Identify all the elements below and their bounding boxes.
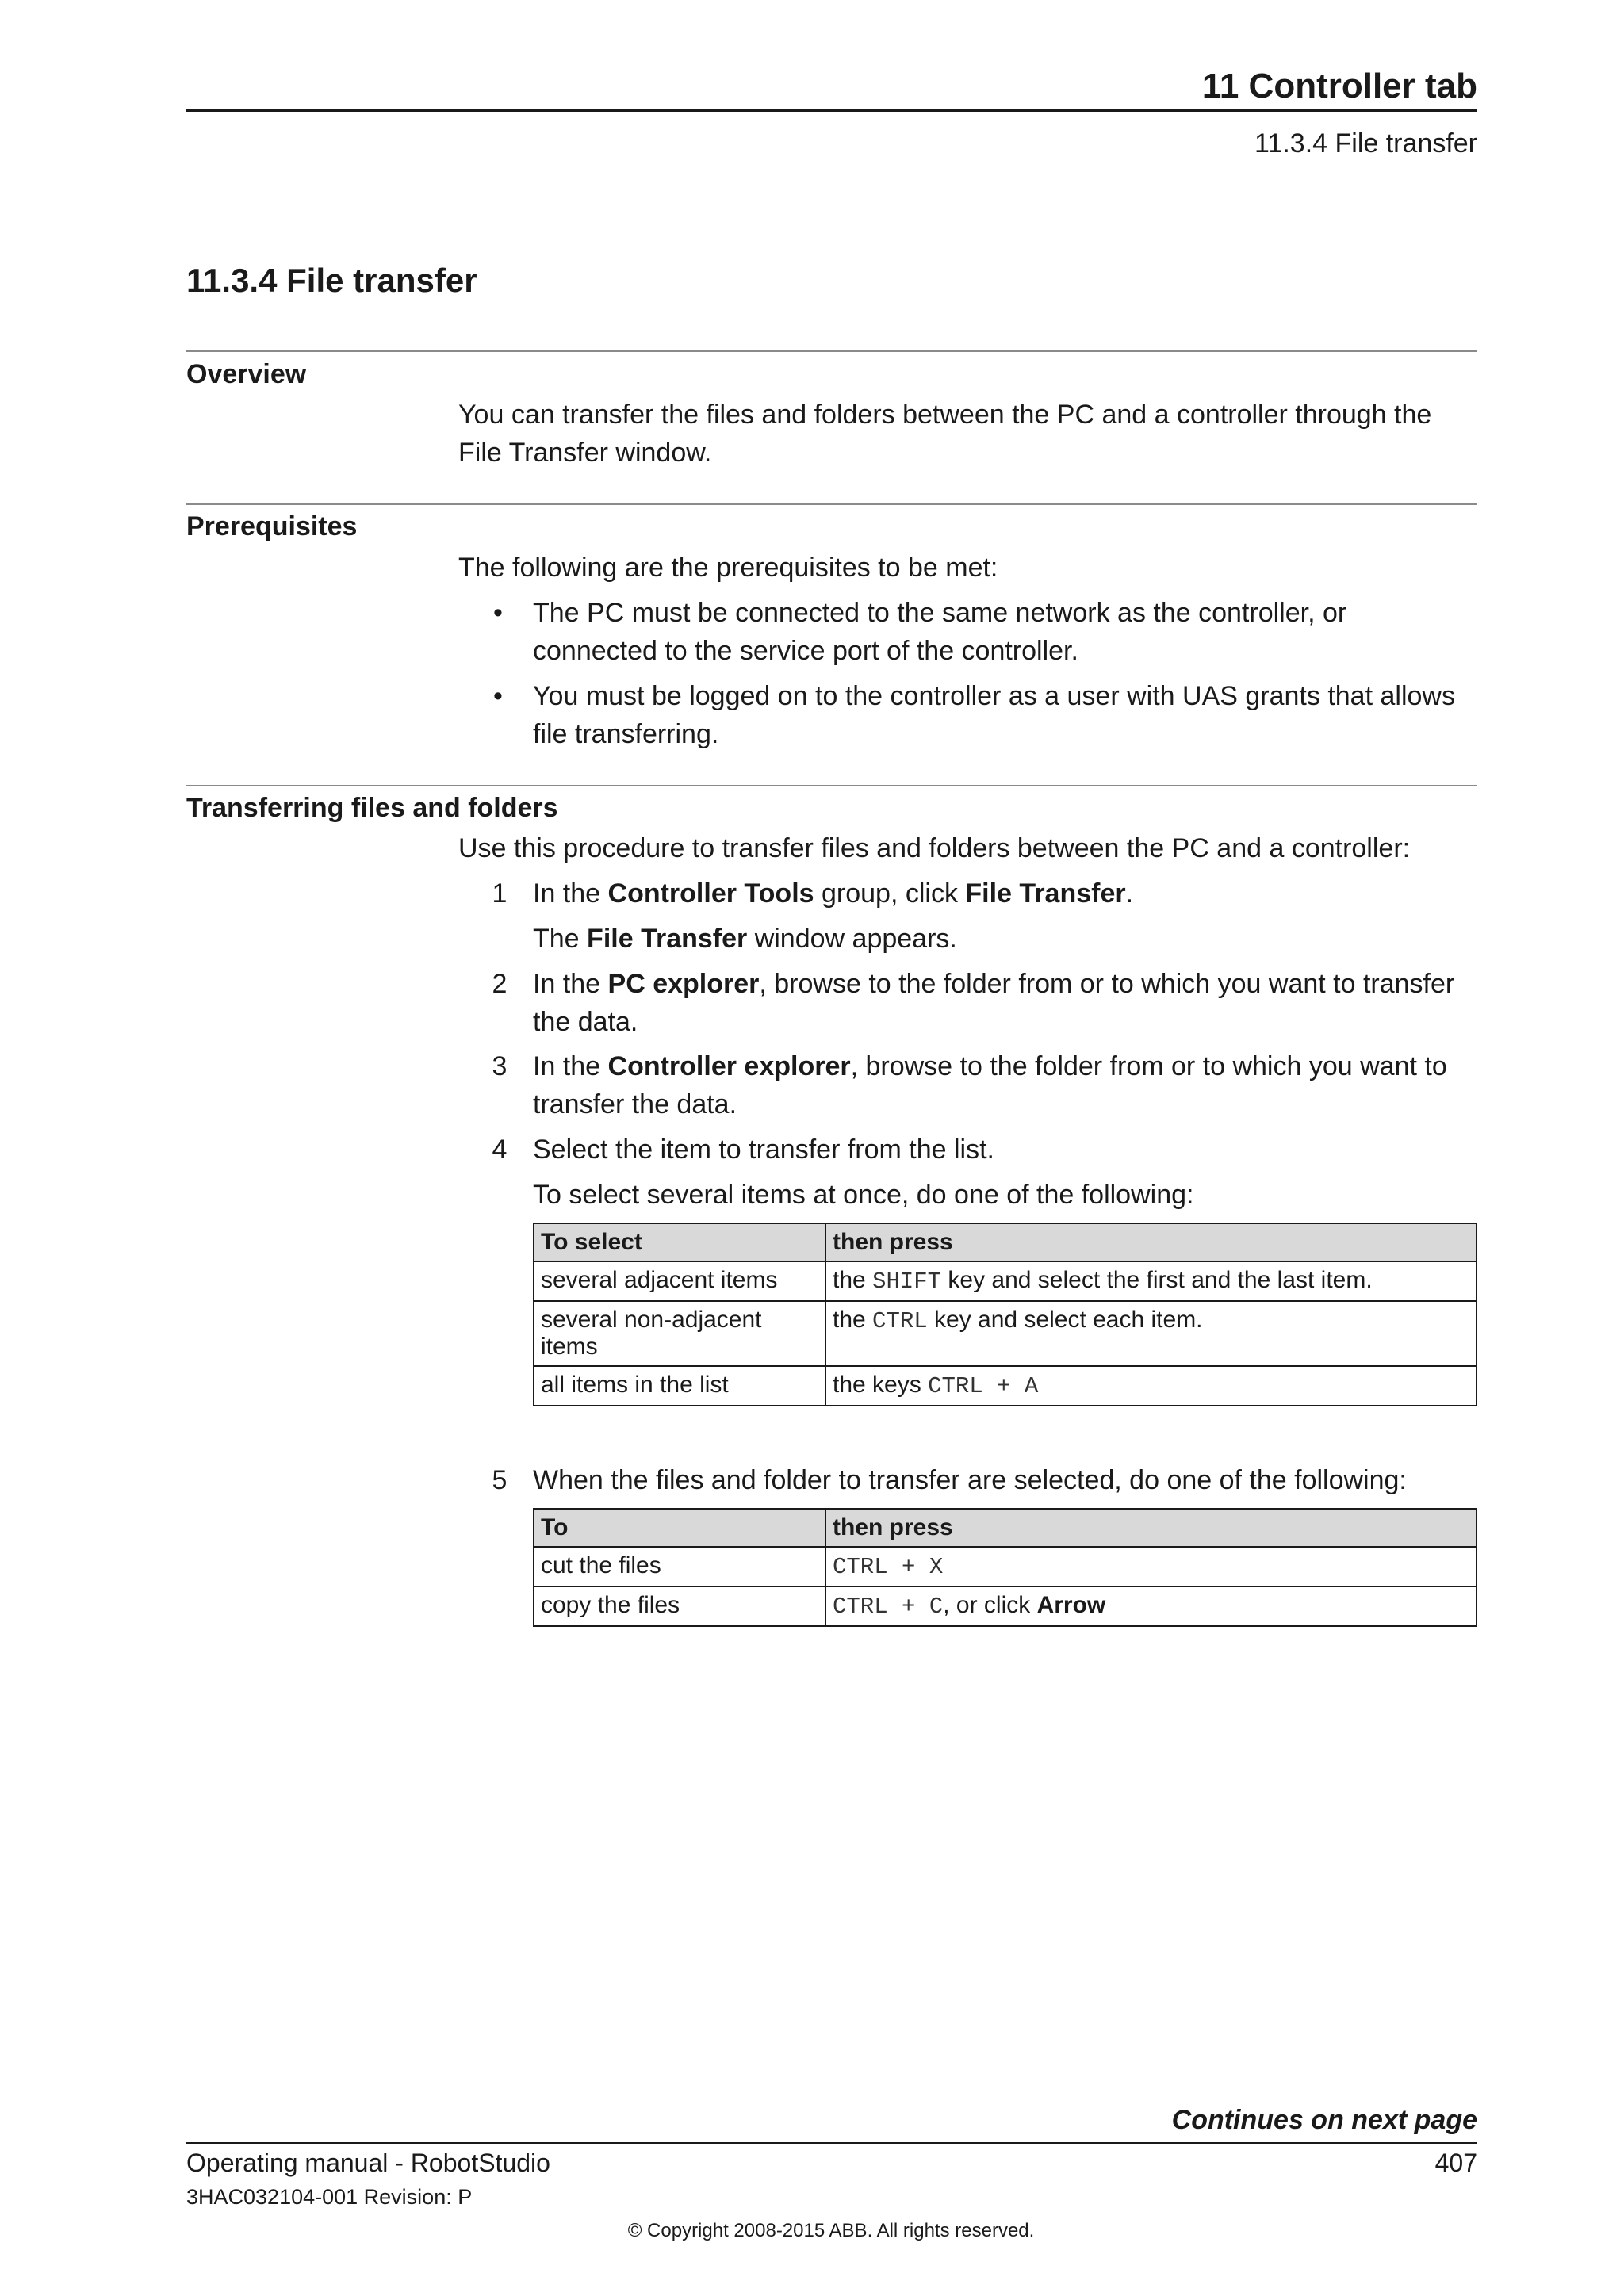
bullet-marker: • bbox=[493, 681, 503, 711]
table-cell: copy the files bbox=[534, 1586, 825, 1626]
prerequisite-item: The PC must be connected to the same network as the controller, or connected to the service port of the controller. bbox=[533, 598, 1347, 666]
transfer-divider bbox=[186, 785, 1477, 786]
header-rule bbox=[186, 109, 1477, 112]
prerequisites-heading: Prerequisites bbox=[186, 511, 358, 541]
step-number: 1 bbox=[492, 878, 508, 909]
table-cell: several adjacent items bbox=[534, 1261, 825, 1301]
step-note: To select several items at once, do one of the following: bbox=[533, 1180, 1194, 1210]
table-header-cell: To bbox=[534, 1509, 825, 1547]
key-name: CTRL bbox=[872, 1308, 928, 1334]
footer-manual-title: Operating manual - RobotStudio bbox=[186, 2149, 550, 2177]
table-cell bbox=[825, 1547, 1477, 1586]
table-row bbox=[534, 1261, 1477, 1301]
table-row bbox=[534, 1366, 1477, 1406]
step-text: In the Controller explorer, browse to the folder from or to which you want to transfer the data. bbox=[533, 1051, 1447, 1119]
step-number: 4 bbox=[492, 1135, 508, 1165]
overview-text: You can transfer the files and folders between the PC and a controller through the File Transfer window. bbox=[458, 400, 1432, 468]
step-number: 5 bbox=[492, 1465, 508, 1495]
prerequisites-divider bbox=[186, 503, 1477, 505]
step-text: In the Controller Tools group, click File Transfer. bbox=[533, 878, 1134, 909]
bullet-marker: • bbox=[493, 598, 503, 628]
table-cell: the CTRL key and select each item. bbox=[825, 1301, 1477, 1366]
page-number: 407 bbox=[1434, 2149, 1477, 2177]
step-number: 2 bbox=[492, 969, 508, 999]
table-header-cell: then press bbox=[825, 1509, 1477, 1547]
table-header-cell: To select bbox=[534, 1223, 825, 1261]
key-name: CTRL + C bbox=[833, 1594, 944, 1620]
table-cell: all items in the list bbox=[534, 1366, 825, 1406]
document-revision: 3HAC032104-001 Revision: P bbox=[186, 2185, 473, 2209]
table-cell: the keys CTRL + A bbox=[825, 1366, 1477, 1406]
transfer-heading: Transferring files and folders bbox=[186, 793, 558, 823]
chapter-heading: 11 Controller tab bbox=[1201, 67, 1477, 105]
prerequisites-intro: The following are the prerequisites to be met: bbox=[458, 553, 998, 583]
table-row bbox=[534, 1547, 1477, 1586]
table-cell: the SHIFT key and select the first and the last item. bbox=[825, 1261, 1477, 1301]
section-title: 11.3.4 File transfer bbox=[186, 262, 477, 299]
table-header-row bbox=[534, 1509, 1477, 1547]
step-text: When the files and folder to transfer are selected, do one of the following: bbox=[533, 1465, 1407, 1495]
transfer-intro: Use this procedure to transfer files and folders between the PC and a controller: bbox=[458, 833, 1411, 863]
footer-rule bbox=[186, 2142, 1477, 2144]
table-cell: several non-adjacent items bbox=[534, 1301, 825, 1366]
key-name: CTRL + X bbox=[833, 1554, 944, 1580]
table-header-cell: then press bbox=[825, 1223, 1477, 1261]
key-name: SHIFT bbox=[872, 1269, 942, 1295]
table-row bbox=[534, 1301, 1477, 1366]
table-cell: cut the files bbox=[534, 1547, 825, 1586]
key-name: CTRL + A bbox=[928, 1373, 1039, 1399]
overview-divider bbox=[186, 350, 1477, 352]
step-text: Select the item to transfer from the list. bbox=[533, 1135, 995, 1165]
prerequisite-item: You must be logged on to the controller as a user with UAS grants that allows file transferring. bbox=[533, 681, 1455, 749]
table-cell: CTRL + C, or click Arrow bbox=[825, 1586, 1477, 1626]
transfer-keys-table bbox=[533, 1508, 1477, 1627]
table-row bbox=[534, 1586, 1477, 1626]
running-subsection: 11.3.4 File transfer bbox=[1254, 128, 1477, 159]
step-note: The File Transfer window appears. bbox=[533, 924, 957, 954]
select-items-table bbox=[533, 1223, 1477, 1406]
continues-note: Continues on next page bbox=[1171, 2105, 1477, 2135]
step-text: In the PC explorer, browse to the folder from or to which you want to transfer the data. bbox=[533, 969, 1455, 1037]
table-header-row bbox=[534, 1223, 1477, 1261]
overview-heading: Overview bbox=[186, 359, 307, 389]
step-number: 3 bbox=[492, 1051, 508, 1081]
copyright-notice: © Copyright 2008-2015 ABB. All rights reserved. bbox=[627, 2220, 1035, 2241]
